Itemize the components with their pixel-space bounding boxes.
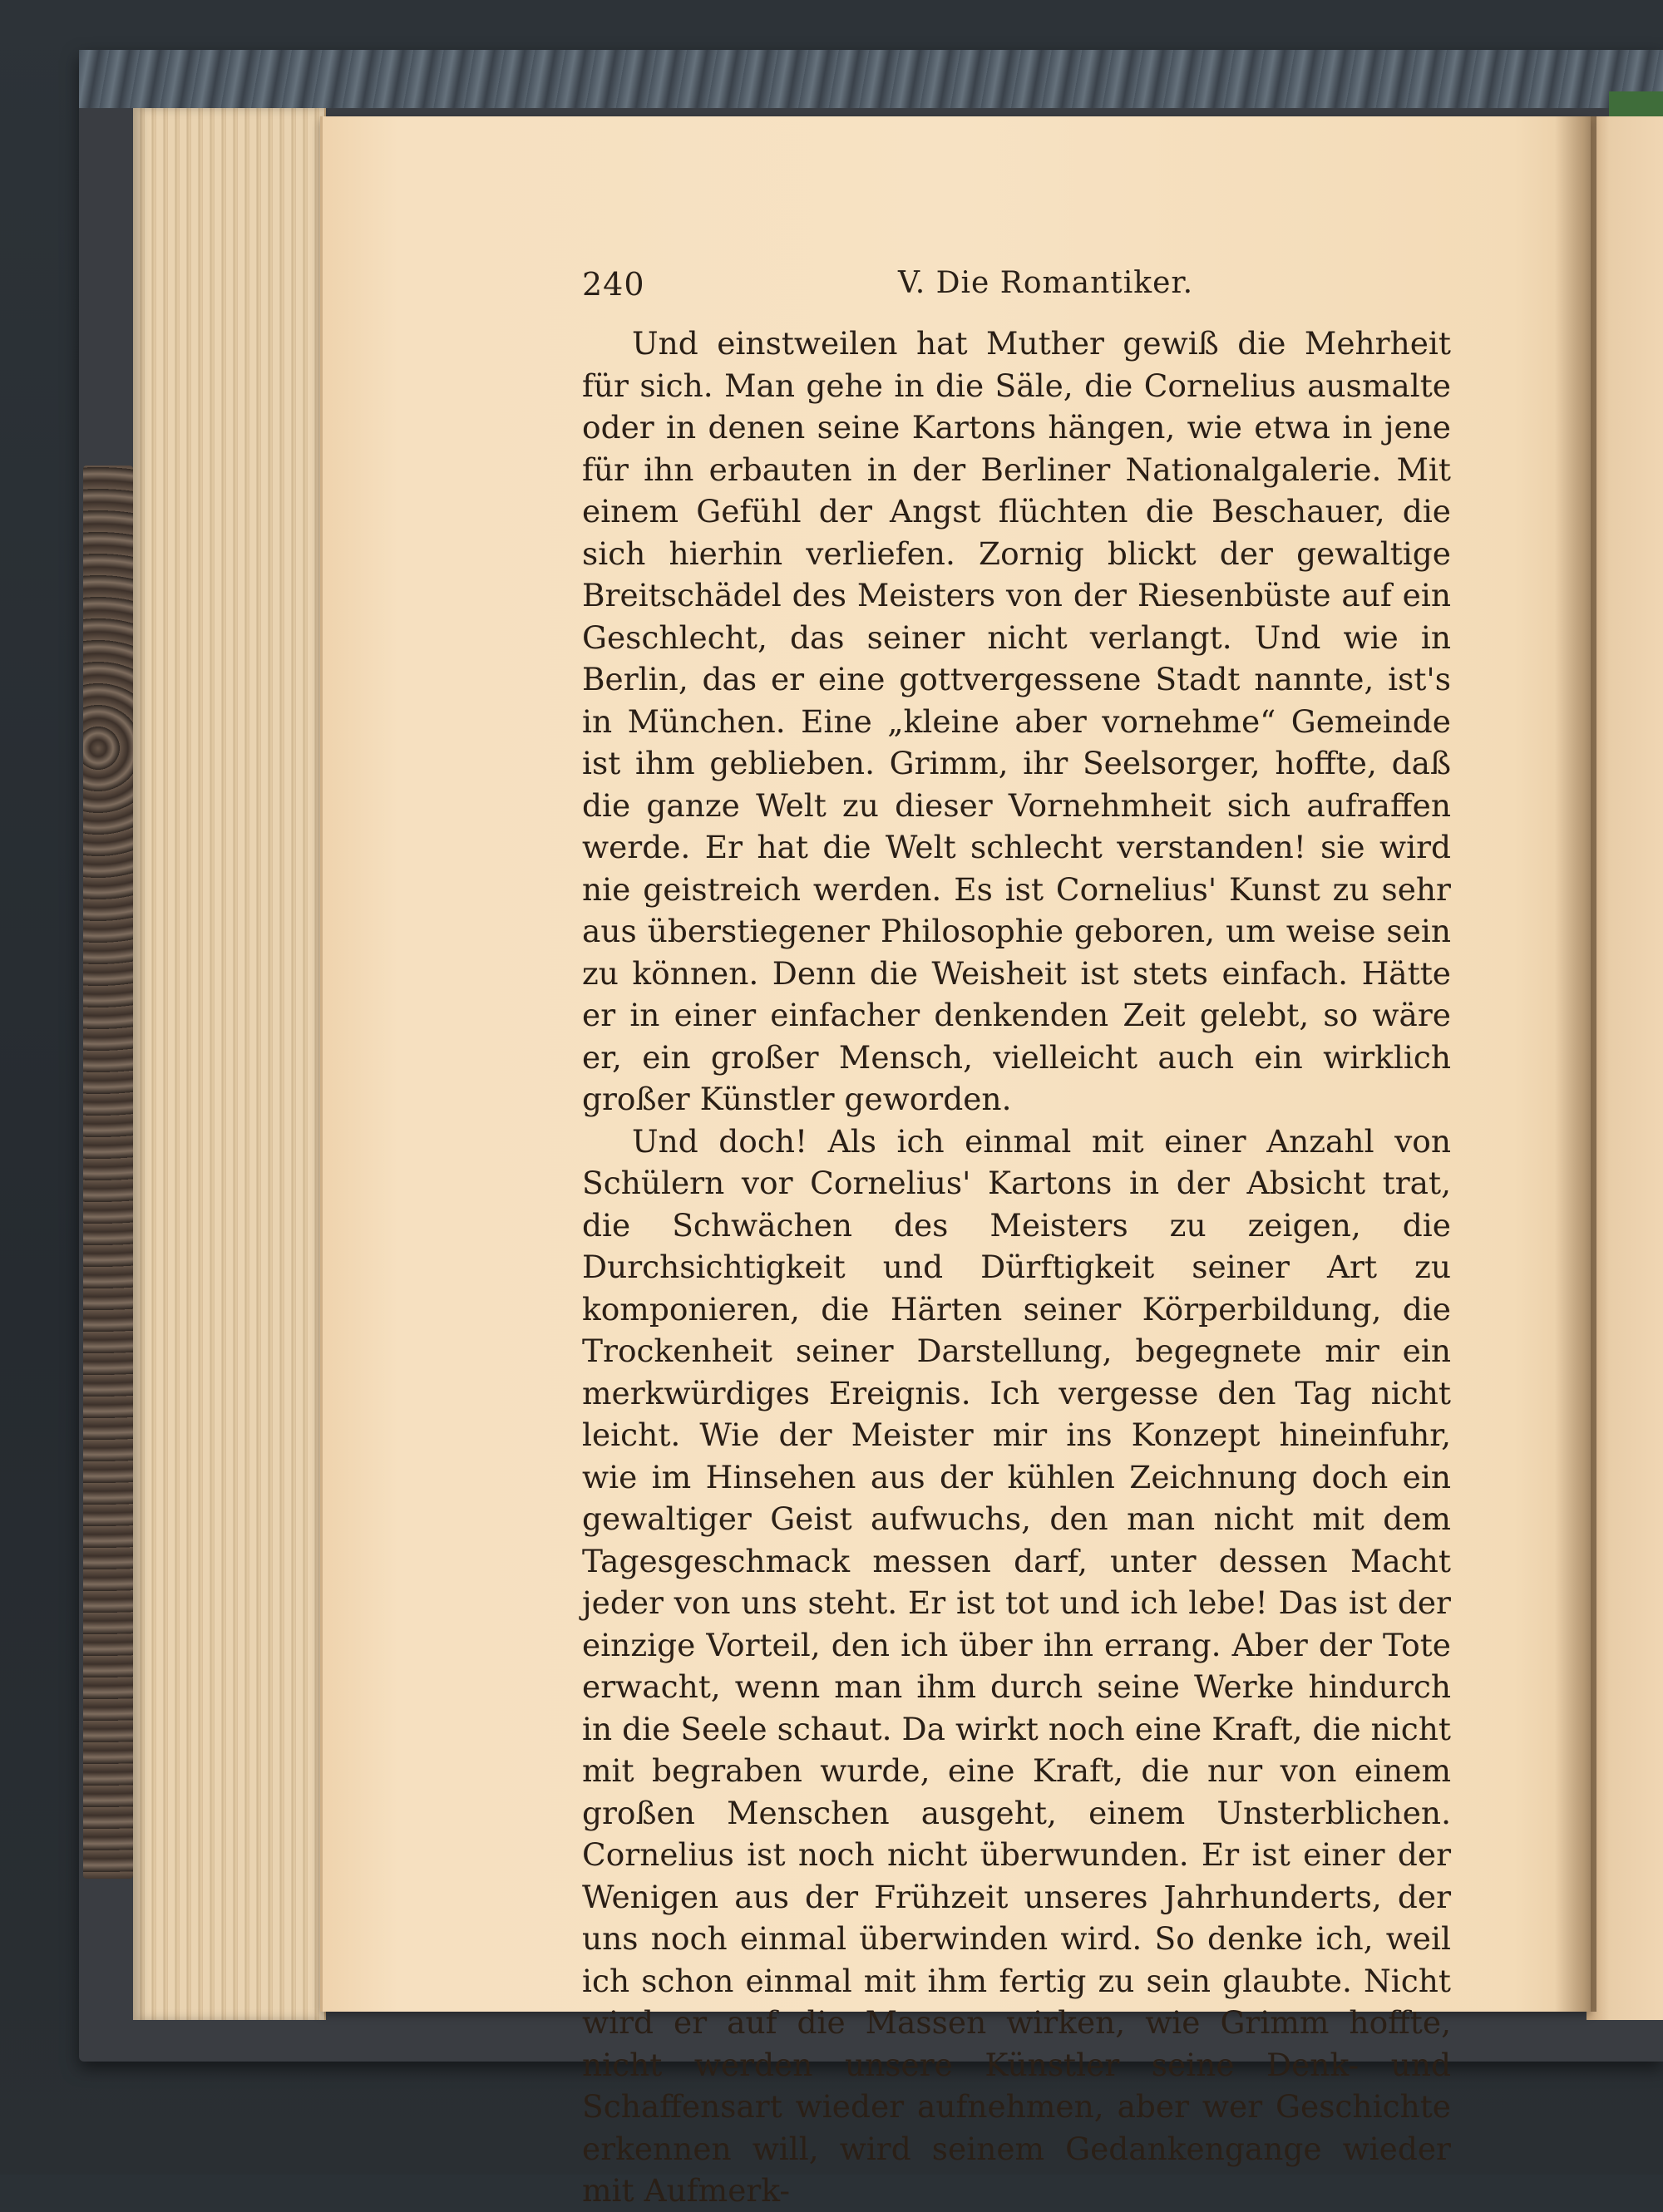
paragraph-2: Und doch! Als ich einmal mit einer Anzahl von Schülern vor Cornelius' Kartons in der Absicht trat, die Schwächen des Meisters zu zeigen, die Durchsichtigkeit und Dürftigkeit seiner Art zu komponieren, die Härten seiner Körperbildung, die Trockenheit seiner Darstellung, begegnete mir ein merkwürdiges Ereignis. Ich vergesse den Tag nicht leicht. Wie der Meister mir ins Konzept hineinfuhr, wie im Hinsehen aus der kühlen Zeichnung doch ein gewaltiger Geist aufwuchs, den man nicht mit dem Tagesgeschmack messen darf, unter dessen Macht jeder von uns steht. Er ist tot und ich lebe! Das ist der einzige Vorteil, den ich über ihn errang. Aber der Tote erwacht, wenn man ihm durch seine Werke hindurch in die Seele schaut. Da wirkt noch eine Kraft, die nicht mit begraben wurde, eine Kraft, die nur von einem großen Menschen ausgeht, einem Unsterblichen. Cornelius ist noch nicht überwunden. Er ist einer der Wenigen aus der Frühzeit unseres Jahrhunderts, der uns noch einmal überwinden wird. So denke ich, weil ich schon einmal mit ihm fertig zu sein glaubte. Nicht wird er auf die Massen wirken, wie Grimm hoffte, nicht werden unsere Künstler seine Denk- und Schaffensart wieder aufnehmen, aber wer Geschichte erkennen will, wird seinem Gedankengange wieder mit Aufmerk- [582, 1122, 1451, 2209]
body-text [582, 323, 1451, 2212]
next-page-edge [1587, 116, 1663, 2020]
page-number: 240 [582, 266, 645, 303]
paragraph-1: Und einstweilen hat Muther gewiß die Mehrheit für sich. Man gehe in die Säle, die Cornelius ausmalte oder in denen seine Kartons hängen, wie etwa in jene für ihn erbauten in der Berliner Nationalgalerie. Mit einem Gefühl der Angst flüchten die Beschauer, die sich hierhin verliefen. Zornig blickt der gewaltige Breitschädel des Meisters von der Riesenbüste auf ein Geschlecht, das seiner nicht verlangt. Und wie in Berlin, das er eine gottvergessene Stadt nannte, ist's in München. Eine „kleine aber vornehme“ Gemeinde ist ihm geblieben. Grimm, ihr Seelsorger, hoffte, daß die ganze Welt zu dieser Vornehmheit sich aufraffen werde. Er hat die Welt schlecht verstanden! sie wird nie geistreich werden. Es ist Cornelius' Kunst zu sehr aus überstiegener Philosophie geboren, um weise sein zu können. Denn die Weisheit ist stets einfach. Hätte er in einer einfacher denkenden Zeit gelebt, so wäre er, ein großer Mensch, vielleicht auch ein wirklich großer Künstler geworden. [582, 325, 1451, 1117]
running-head: V. Die Romantiker. [898, 266, 1194, 300]
page-header [582, 266, 1513, 316]
marbled-spine [83, 466, 133, 1879]
gutter-shadow [1555, 116, 1596, 2012]
stacked-page-edges [133, 108, 326, 2020]
cover-pattern-band [79, 50, 1663, 108]
